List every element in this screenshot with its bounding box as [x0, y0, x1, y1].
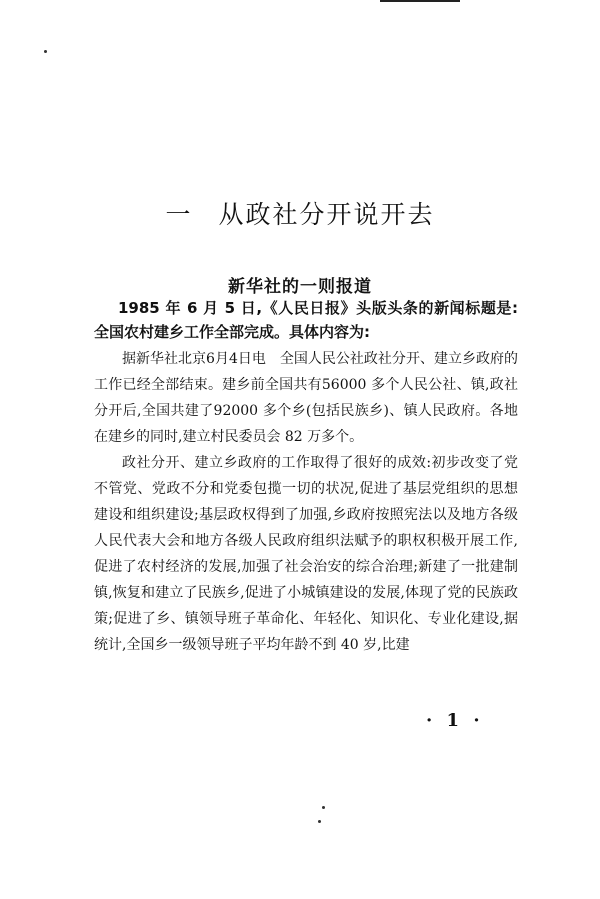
- chapter-title: [0, 195, 600, 231]
- quote-paragraph-1: 据新华社北京6月4日电 全国人民公社政社分开、建立乡政府的工作已经全部结束。建乡前全国共有56000 多个人民公社、镇,政社分开后,全国共建了92000 多个乡(包括民族乡)、镇人民政府。各地在建乡的同时,建立村民委员会 82 万多个。: [94, 351, 518, 445]
- scan-speck: [44, 50, 47, 53]
- section-title: 新华社的一则报道: [228, 277, 372, 298]
- quoted-news-block: [94, 346, 518, 658]
- intro-paragraph-block: [94, 296, 518, 344]
- scan-speck: [318, 820, 321, 823]
- chapter-number: 一: [165, 199, 193, 229]
- quote-paragraph-2: 政社分开、建立乡政府的工作取得了很好的成效:初步改变了党不管党、党政不分和党委包揽一切的状况,促进了基层党组织的思想建设和组织建设;基层政权得到了加强,乡政府按照宪法以及地方各级人民代表大会和地方各级人民政府组织法赋予的职权积极开展工作,促进了农村经济的发展,加强了社会治安的综合治理;新建了一批建制镇,恢复和建立了民族乡,促进了小城镇建设的发展,体现了党的民族政策;促进了乡、镇领导班子革命化、年轻化、知识化、专业化建设,据统计,全国乡一级领导班子平均年龄不到 40 岁,比建: [94, 455, 518, 653]
- scan-speck: [322, 806, 325, 809]
- chapter-title-text: 从政社分开说开去: [218, 199, 435, 229]
- intro-paragraph: 1985 年 6 月 5 日,《人民日报》头版头条的新闻标题是:全国农村建乡工作全部完成。具体内容为:: [94, 299, 518, 341]
- page-number: · 1 ·: [426, 710, 484, 731]
- top-border-line: [380, 0, 460, 2]
